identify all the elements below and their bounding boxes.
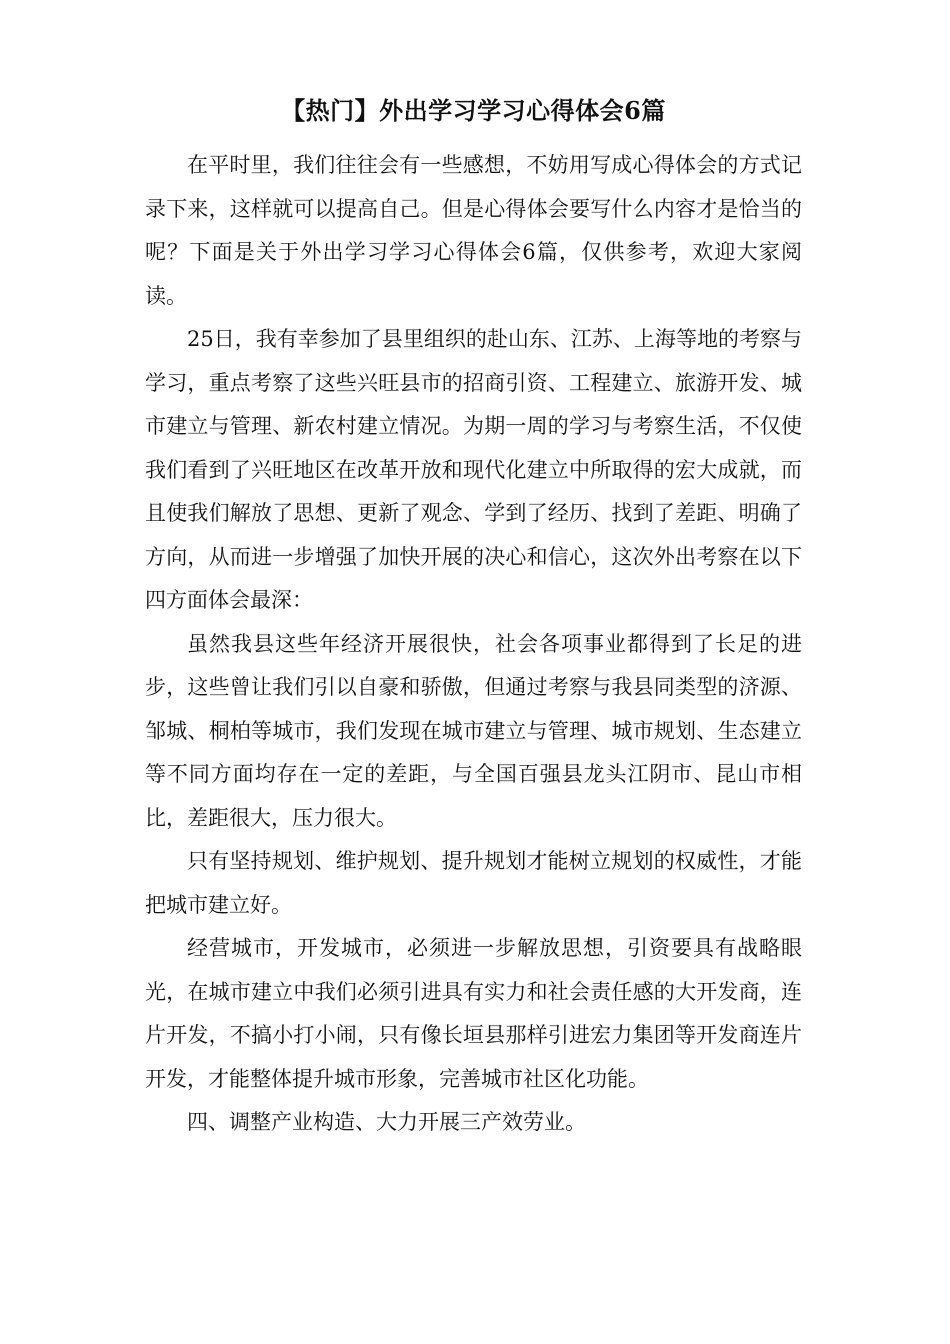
paragraph-industry-structure: 四、调整产业构造、大力开展三产效劳业。: [187, 1110, 586, 1134]
paragraph-intro: 在平时里，我们往往会有一些感想，不妨用写成心得体会的方式记录下来，这样就可以提高自己。但是心得体会要写什么内容才是恰当的呢？下面是关于外出学习学习心得体会6篇，仅供参考，欢迎大家阅读。: [145, 153, 802, 308]
document-body: [145, 84, 802, 1145]
paragraph-planning: 只有坚持规划、维护规划、提升规划才能树立规划的权威性，才能把城市建立好。: [145, 849, 802, 917]
document-title: 【热门】外出学习学习心得体会6篇: [281, 96, 666, 125]
paragraph-urban-development: 经营城市，开发城市，必须进一步解放思想，引资要具有战略眼光，在城市建立中我们必须引进具有实力和社会责任感的大开发商，连片开发，不搞小打小闹，只有像长垣县那样引进宏力集团等开发商连片开发，才能整体提升城市形象，完善城市社区化功能。: [145, 936, 802, 1091]
paragraph-gap-analysis: 虽然我县这些年经济开展很快，社会各项事业都得到了长足的进步，这些曾让我们引以自豪和骄傲，但通过考察与我县同类型的济源、邹城、桐柏等城市，我们发现在城市建立与管理、城市规划、生态建立等不同方面均存在一定的差距，与全国百强县龙头江阴市、昆山市相比，差距很大，压力很大。: [145, 631, 802, 830]
paragraph-study-tour: 25日，我有幸参加了县里组织的赴山东、江苏、上海等地的考察与学习，重点考察了这些兴旺县市的招商引资、工程建立、旅游开发、城市建立与管理、新农村建立情况。为期一周的学习与考察生活，不仅使我们看到了兴旺地区在改革开放和现代化建立中所取得的宏大成就，而且使我们解放了思想、更新了观念、学到了经历、找到了差距、明确了方向，从而进一步增强了加快开展的决心和信心，这次外出考察在以下四方面体会最深：: [145, 327, 802, 612]
